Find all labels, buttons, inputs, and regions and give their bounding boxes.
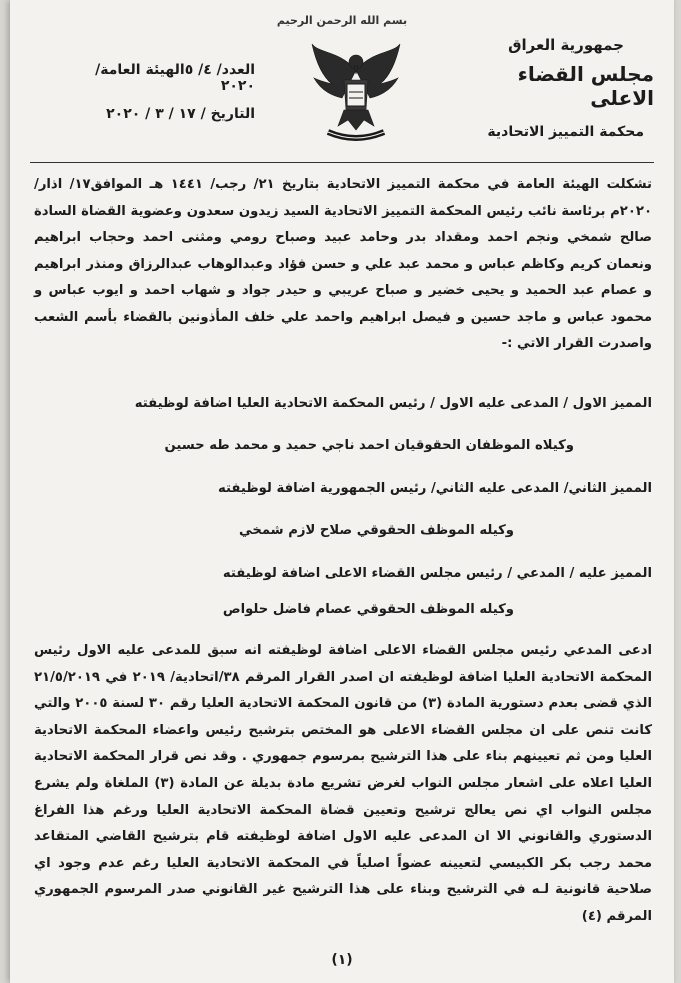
document-date: التاريخ / ١٧ / ٣ / ٢٠٢٠ bbox=[106, 106, 255, 122]
header-divider bbox=[30, 162, 654, 163]
respondent-agent: وكيله الموظف الحقوقي عصام فاضل حلواص bbox=[222, 602, 514, 617]
letterhead-left bbox=[65, 62, 255, 134]
court-composition-paragraph: تشكلت الهيئة العامة في محكمة التمييز الاتحادية بتاريخ ٢١/ رجب/ ١٤٤١ هـ الموافق١٧/ اذار/ ٢٠٢٠م برئاسة نائب رئيس المحكمة التمييز الاتحادية السيد زيدون سعدون وعضوية القضاة السادة صالح شمخي ونجم احمد ومقداد بدر وحامد عبيد وصباح رومي ومثنى احمد وحجاب ابراهيم ونعمان كريم وكاظم عباس و محمد عبد علي و حسن فؤاد وعبدالوهاب عبدالرزاق ومنذر ابراهيم و عصام عبد الحميد و يحيى خضير و صباح عريبي و حيدر جواد و شهاب احمد و ايوب عباس و محمود عباس و ماجد حسين و فيصل ابراهيم واحمد علي خلف المأذونين بالقضاء بأسم الشعب واصدرت القرار الاتي :- bbox=[34, 177, 652, 351]
court-name: محكمة التمييز الاتحادية bbox=[487, 124, 644, 140]
second-appellant-line: المميز الثاني/ المدعى عليه الثاني/ رئيس الجمهورية اضافة لوظيفته bbox=[217, 481, 652, 496]
first-appellant-agents: وكيلاه الموظفان الحقوقيان احمد ناجي حميد و محمد طه حسين bbox=[164, 438, 574, 453]
iraq-eagle-emblem bbox=[308, 40, 404, 150]
second-appellant-agent: وكيله الموظف الحقوقي صلاح لازم شمخي bbox=[239, 523, 514, 538]
first-appellant-line: المميز الاول / المدعى عليه الاول / رئيس المحكمة الاتحادية العليا اضافة لوظيفته bbox=[134, 396, 652, 411]
letterhead-right bbox=[464, 36, 654, 140]
basmala: بسم الله الرحمن الرحيم bbox=[276, 14, 408, 27]
country-name: جمهورية العراق bbox=[508, 36, 624, 54]
claim-paragraph: ادعى المدعي رئيس مجلس القضاء الاعلى اضافة لوظيفته انه سبق للمدعى عليه الاول رئيس المحكمة الاتحادية العليا اضافة لوظيفته ان اصدر القرار المرقم ٣٨/اتحادية/ ٢٠١٩ في ٢١/٥/٢٠١٩ الذي قضى بعدم دستورية المادة (٣) من قانون المحكمة الاتحادية العليا رقم ٣٠ لسنة ٢٠٠٥ والتي كانت تنص على ان مجلس القضاء الاعلى هو المختص بترشيح رئيس واعضاء المحكمة الاتحادية العليا ومن ثم تعيينهم بناء على هذا الترشيح بمرسوم جمهوري . وقد نص قرار المحكمة الاتحادية العليا اعلاه على اشعار مجلس النواب لغرض تشريع مادة بديلة عن المادة (٣) الملغاة ولم يشرع مجلس النواب اي نص يعالج ترشيح وتعيين قضاة المحكمة الاتحادية العليا ورغم هذا الفراغ الدستوري والقانوني الا ان المدعى عليه الاول اضافة لوظيفته قام بترشيح القاضي المتقاعد محمد رجب بكر الكبيسي لتعيينه عضواً اصلياً في المحكمة الاتحادية العليا رغم عدم وجود اي صلاحية قانونية لـه في الترشيح وبناء على هذا الترشيح غير القانوني صدر المرسوم الجمهوري المرقم (٤) bbox=[34, 643, 652, 924]
council-name: مجلس القضاء الاعلى bbox=[517, 62, 654, 110]
document-number: العدد/ ٤/ ٥الهيئة العامة/ ٢٠٢٠ bbox=[95, 62, 255, 94]
page-number: (١) bbox=[331, 952, 353, 968]
document-page bbox=[10, 0, 674, 983]
respondent-line: المميز عليه / المدعي / رئيس مجلس القضاء الاعلى اضافة لوظيفته bbox=[222, 566, 652, 581]
